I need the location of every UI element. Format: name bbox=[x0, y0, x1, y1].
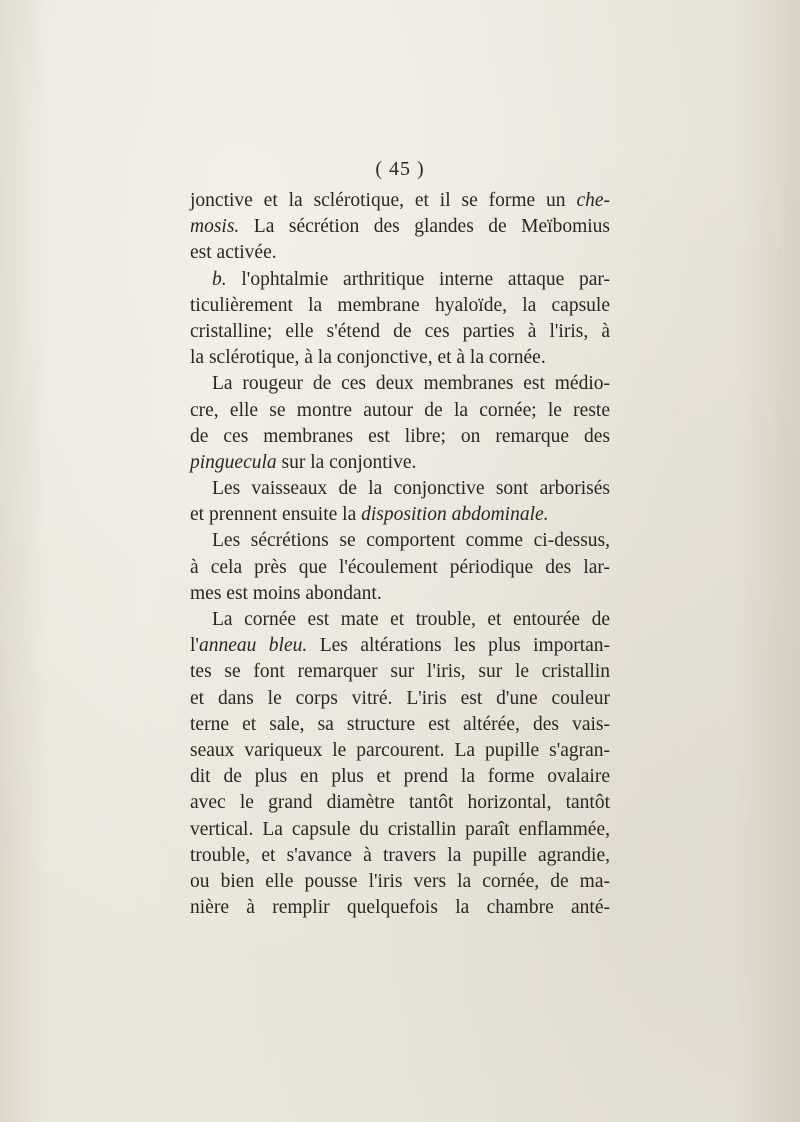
text-line bbox=[190, 345, 610, 371]
text-run: ou bien elle pousse l'iris vers la cornée, de ma- bbox=[190, 870, 610, 892]
text-run: et dans le corps vitré. L'iris est d'une couleur bbox=[190, 687, 610, 709]
text-run: Les sécrétions se comportent comme ci-dessus, bbox=[212, 530, 610, 552]
text-line bbox=[190, 188, 610, 214]
text-run: vertical. La capsule du cristallin paraît enflammée, bbox=[190, 818, 610, 840]
text-run: de ces membranes est libre; on remarque des bbox=[190, 425, 610, 447]
text-run: Les altérations les plus importan- bbox=[307, 635, 611, 657]
text-line bbox=[190, 371, 610, 397]
text-line bbox=[190, 686, 610, 712]
text-line bbox=[190, 267, 610, 293]
text-line bbox=[190, 633, 610, 659]
text-run: l'ophtalmie arthritique interne attaque par- bbox=[226, 268, 610, 290]
text-run: Les vaisseaux de la conjonctive sont arborisés bbox=[212, 478, 610, 500]
page-number: ( 45 ) bbox=[375, 158, 425, 180]
text-line bbox=[190, 764, 610, 790]
text-run: La cornée est mate et trouble, et entourée de bbox=[212, 609, 610, 630]
text-line bbox=[190, 581, 610, 607]
text-run: est activée. bbox=[190, 242, 277, 264]
text-line bbox=[190, 502, 610, 528]
text-line bbox=[190, 240, 610, 266]
text-run: avec le grand diamètre tantôt horizontal, tantôt bbox=[190, 792, 610, 814]
text-line bbox=[190, 293, 610, 319]
text-run: seaux variqueux le parcourent. La pupille s'agran- bbox=[190, 739, 610, 761]
italic-text: b. bbox=[212, 268, 227, 290]
italic-text: mosis. bbox=[190, 216, 240, 238]
italic-text: anneau bleu. bbox=[198, 635, 308, 657]
text-line bbox=[190, 607, 610, 633]
text-run: l' bbox=[190, 635, 199, 657]
text-run: ticulièrement la membrane hyaloïde, la capsule bbox=[190, 294, 610, 316]
text-line bbox=[190, 738, 610, 764]
text-line bbox=[190, 790, 610, 816]
text-run: à cela près que l'écoulement périodique des lar- bbox=[190, 556, 610, 578]
text-run: La sécrétion des glandes de Meïbomius bbox=[239, 216, 610, 238]
text-run: terne et sale, sa structure est altérée, des vais- bbox=[190, 713, 610, 735]
text-line bbox=[190, 450, 610, 476]
text-run: et prennent ensuite la bbox=[190, 504, 362, 526]
text-run: nière à remplir quelquefois la chambre anté- bbox=[190, 897, 610, 919]
text-run: trouble, et s'avance à travers la pupille agrandie, bbox=[190, 844, 610, 866]
text-run: cristalline; elle s'étend de ces parties à l'iris, à bbox=[190, 320, 610, 342]
text-line bbox=[190, 869, 610, 895]
text-line bbox=[190, 712, 610, 738]
text-run: tes se font remarquer sur l'iris, sur le cristallin bbox=[190, 661, 610, 683]
italic-text: che- bbox=[576, 190, 610, 211]
text-line bbox=[190, 214, 610, 240]
text-line bbox=[190, 843, 610, 869]
text-run: jonctive et la sclérotique, et il se forme un bbox=[190, 190, 577, 211]
text-run: la sclérotique, à la conjonctive, et à la cornée. bbox=[190, 347, 546, 369]
text-run: sur la conjontive. bbox=[276, 451, 417, 473]
italic-text: disposition abdominale. bbox=[361, 504, 549, 526]
italic-text: pinguecula bbox=[190, 451, 277, 473]
text-line bbox=[190, 398, 610, 424]
text-run: dit de plus en plus et prend la forme ovalaire bbox=[190, 766, 610, 788]
text-line bbox=[190, 424, 610, 450]
text-run: mes est moins abondant. bbox=[190, 582, 382, 604]
text-line bbox=[190, 476, 610, 502]
body-text bbox=[190, 188, 610, 921]
text-line bbox=[190, 659, 610, 685]
text-line bbox=[190, 319, 610, 345]
text-line bbox=[190, 817, 610, 843]
text-line bbox=[190, 528, 610, 554]
text-line bbox=[190, 895, 610, 921]
text-run: cre, elle se montre autour de la cornée; le reste bbox=[190, 399, 610, 421]
text-line bbox=[190, 555, 610, 581]
text-run: La rougeur de ces deux membranes est médio- bbox=[212, 373, 610, 395]
